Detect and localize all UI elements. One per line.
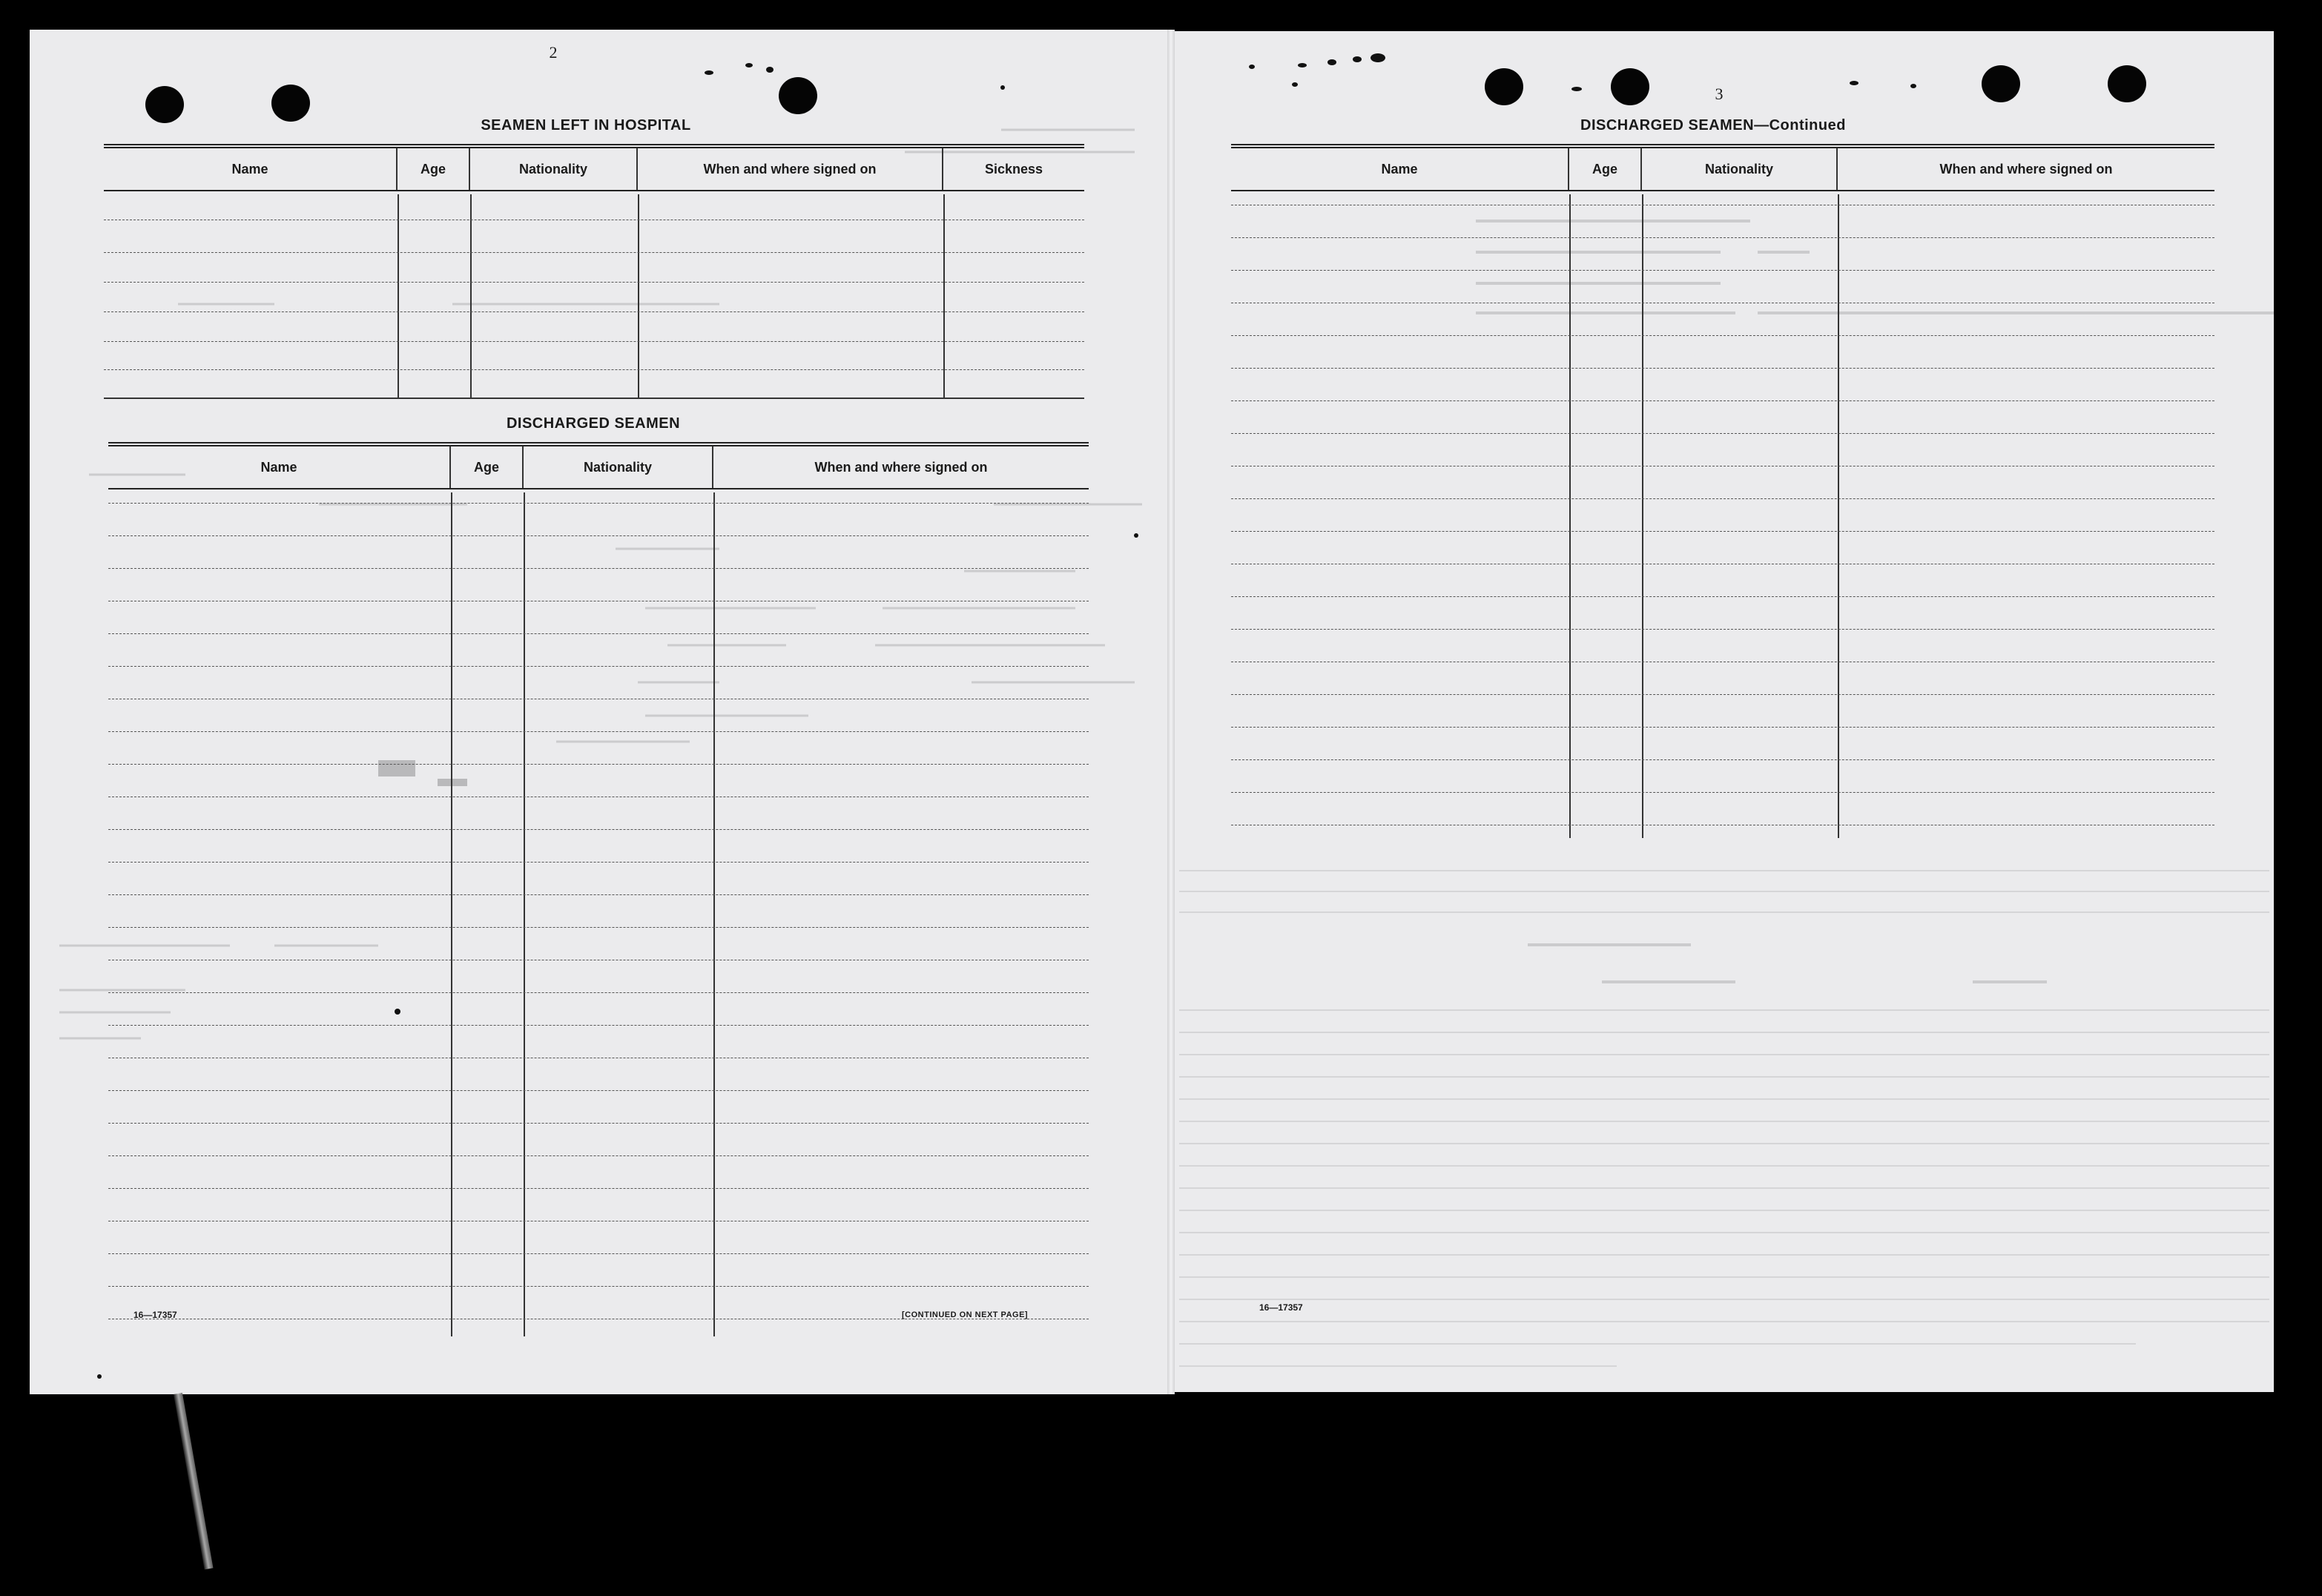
page-number: 2 bbox=[549, 43, 558, 62]
form-number: 16—17357 bbox=[1259, 1302, 1303, 1313]
col-header-age: Age bbox=[398, 148, 470, 190]
col-header-name: Name bbox=[104, 148, 398, 190]
col-header-signed-on: When and where signed on bbox=[814, 459, 988, 475]
col-header-nationality: Nationality bbox=[470, 148, 638, 190]
col-header-name: Name bbox=[1231, 148, 1569, 190]
col-header-signed-on: When and where signed on bbox=[638, 148, 943, 190]
page-number: 3 bbox=[1715, 85, 1724, 103]
section-title-discharged-continued: DISCHARGED SEAMEN—Continued bbox=[1580, 117, 1846, 133]
col-header-nationality: Nationality bbox=[1642, 148, 1838, 190]
section-title-discharged: DISCHARGED SEAMEN bbox=[506, 415, 681, 432]
section-title-hospital: SEAMEN LEFT IN HOSPITAL bbox=[481, 117, 691, 133]
col-header-name: Name bbox=[108, 446, 451, 488]
form-number: 16—17357 bbox=[133, 1310, 177, 1320]
col-header-sickness: Sickness bbox=[984, 161, 1043, 177]
col-header-nationality: Nationality bbox=[524, 446, 713, 488]
col-header-age: Age bbox=[451, 446, 524, 488]
col-header-age: Age bbox=[1569, 148, 1642, 190]
continued-note: [CONTINUED ON NEXT PAGE] bbox=[902, 1310, 1029, 1319]
col-header-signed-on: When and where signed on bbox=[1939, 161, 2113, 177]
